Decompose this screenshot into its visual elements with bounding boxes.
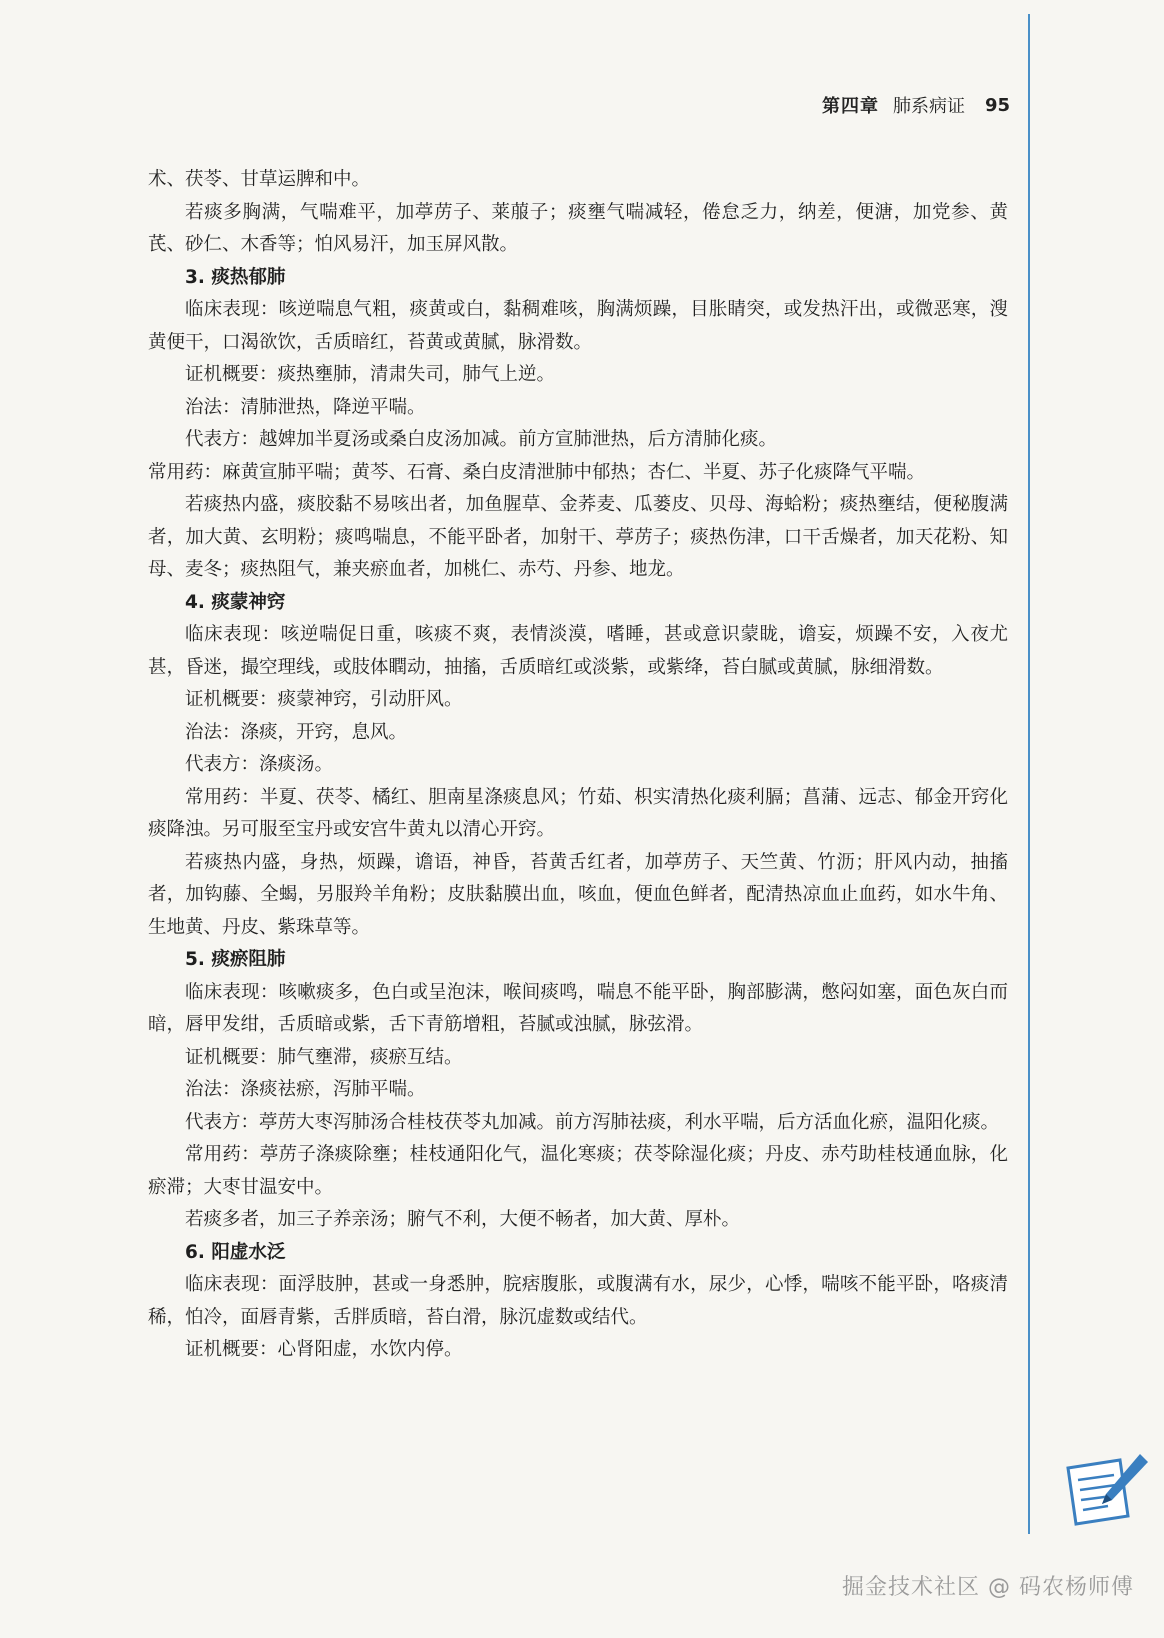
watermark: 掘金技术社区 @ 码农杨师傅	[842, 1575, 1134, 1600]
paragraph: 若痰多者，加三子养亲汤；腑气不利，大便不畅者，加大黄、厚朴。	[185, 1209, 741, 1230]
paragraph: 证机概要：痰蒙神窍，引动肝风。	[185, 689, 463, 710]
section-heading: 6. 阳虚水泛	[185, 1241, 286, 1263]
paragraph: 代表方：越婢加半夏汤或桑白皮汤加减。前方宣肺泄热，后方清肺化痰。	[185, 429, 778, 450]
page-number: 95	[985, 94, 1011, 116]
paragraph: 证机概要：心肾阳虚，水饮内停。	[185, 1339, 463, 1360]
section-heading: 3. 痰热郁肺	[185, 266, 286, 288]
paragraph: 若痰多胸满，气喘难平，加葶苈子、莱菔子；痰壅气喘减轻，倦怠乏力，纳差，便溏，加党参、黄芪、砂仁、木香等；怕风易汗，加玉屏风散。	[148, 201, 1008, 255]
running-header	[822, 90, 1012, 120]
paragraph: 代表方：葶苈大枣泻肺汤合桂枝茯苓丸加减。前方泻肺祛痰，利水平喘，后方活血化瘀，温阳化痰。	[185, 1111, 1000, 1133]
paragraph: 代表方：涤痰汤。	[185, 754, 334, 775]
paragraph: 临床表现：面浮肢肿，甚或一身悉肿，脘痞腹胀，或腹满有水，尿少，心悸，喘咳不能平卧，咯痰清稀，怕冷，面唇青紫，舌胖质暗，苔白滑，脉沉虚数或结代。	[148, 1274, 1008, 1328]
chapter-title: 肺系病证	[893, 96, 965, 117]
paragraph: 治法：清肺泄热，降逆平喘。	[185, 396, 426, 418]
chapter-number: 第四章	[822, 96, 879, 117]
paragraph: 证机概要：痰热壅肺，清肃失司，肺气上逆。	[185, 364, 556, 385]
paragraph: 常用药：葶苈子涤痰除壅；桂枝通阳化气，温化寒痰；茯苓除湿化痰；丹皮、赤芍助桂枝通血脉，化瘀滞；大枣甘温安中。	[148, 1144, 1008, 1198]
note-pencil-icon	[1062, 1450, 1150, 1530]
paragraph: 临床表现：咳逆喘促日重，咳痰不爽，表情淡漠，嗜睡，甚或意识蒙眬，谵妄，烦躁不安，入夜尤甚，昏迷，撮空理线，或肢体瞤动，抽搐，舌质暗红或淡紫，或紫绛，苔白腻或黄腻，脉细滑数。	[148, 624, 1008, 678]
paragraph: 临床表现：咳嗽痰多，色白或呈泡沫，喉间痰鸣，喘息不能平卧，胸部膨满，憋闷如塞，面色灰白而暗，唇甲发绀，舌质暗或紫，舌下青筋增粗，苔腻或浊腻，脉弦滑。	[148, 981, 1008, 1035]
paragraph: 若痰热内盛，身热，烦躁，谵语，神昏，苔黄舌红者，加葶苈子、天竺黄、竹沥；肝风内动，抽搐者，加钩藤、全蝎，另服羚羊角粉；皮肤黏膜出血，咳血，便血色鲜者，配清热凉血止血药，如水牛角、生地黄、丹皮、紫珠草等。	[148, 851, 1008, 938]
margin-rule	[1028, 14, 1030, 1534]
page-body	[148, 164, 1008, 1367]
section-heading: 5. 痰瘀阻肺	[185, 949, 286, 970]
paragraph: 常用药：半夏、茯苓、橘红、胆南星涤痰息风；竹茹、枳实清热化痰利膈；菖蒲、远志、郁金开窍化痰降浊。另可服至宝丹或安宫牛黄丸以清心开窍。	[148, 786, 1008, 840]
paragraph: 术、茯苓、甘草运脾和中。	[148, 169, 371, 190]
section-heading: 4. 痰蒙神窍	[185, 591, 286, 613]
paragraph: 若痰热内盛，痰胶黏不易咳出者，加鱼腥草、金荞麦、瓜蒌皮、贝母、海蛤粉；痰热壅结，便秘腹满者，加大黄、玄明粉；痰鸣喘息，不能平卧者，加射干、葶苈子；痰热伤津，口干舌燥者，加天花粉、知母、麦冬；痰热阻气，兼夹瘀血者，加桃仁、赤芍、丹参、地龙。	[148, 494, 1008, 580]
paragraph: 临床表现：咳逆喘息气粗，痰黄或白，黏稠难咳，胸满烦躁，目胀睛突，或发热汗出，或微恶寒，溲黄便干，口渴欲饮，舌质暗红，苔黄或黄腻，脉滑数。	[148, 299, 1008, 353]
paragraph: 治法：涤痰祛瘀，泻肺平喘。	[185, 1079, 426, 1100]
paragraph: 证机概要：肺气壅滞，痰瘀互结。	[185, 1046, 463, 1068]
paragraph: 常用药：麻黄宣肺平喘；黄芩、石膏、桑白皮清泄肺中郁热；杏仁、半夏、苏子化痰降气平喘。	[148, 461, 926, 483]
paragraph: 治法：涤痰，开窍，息风。	[185, 721, 408, 743]
